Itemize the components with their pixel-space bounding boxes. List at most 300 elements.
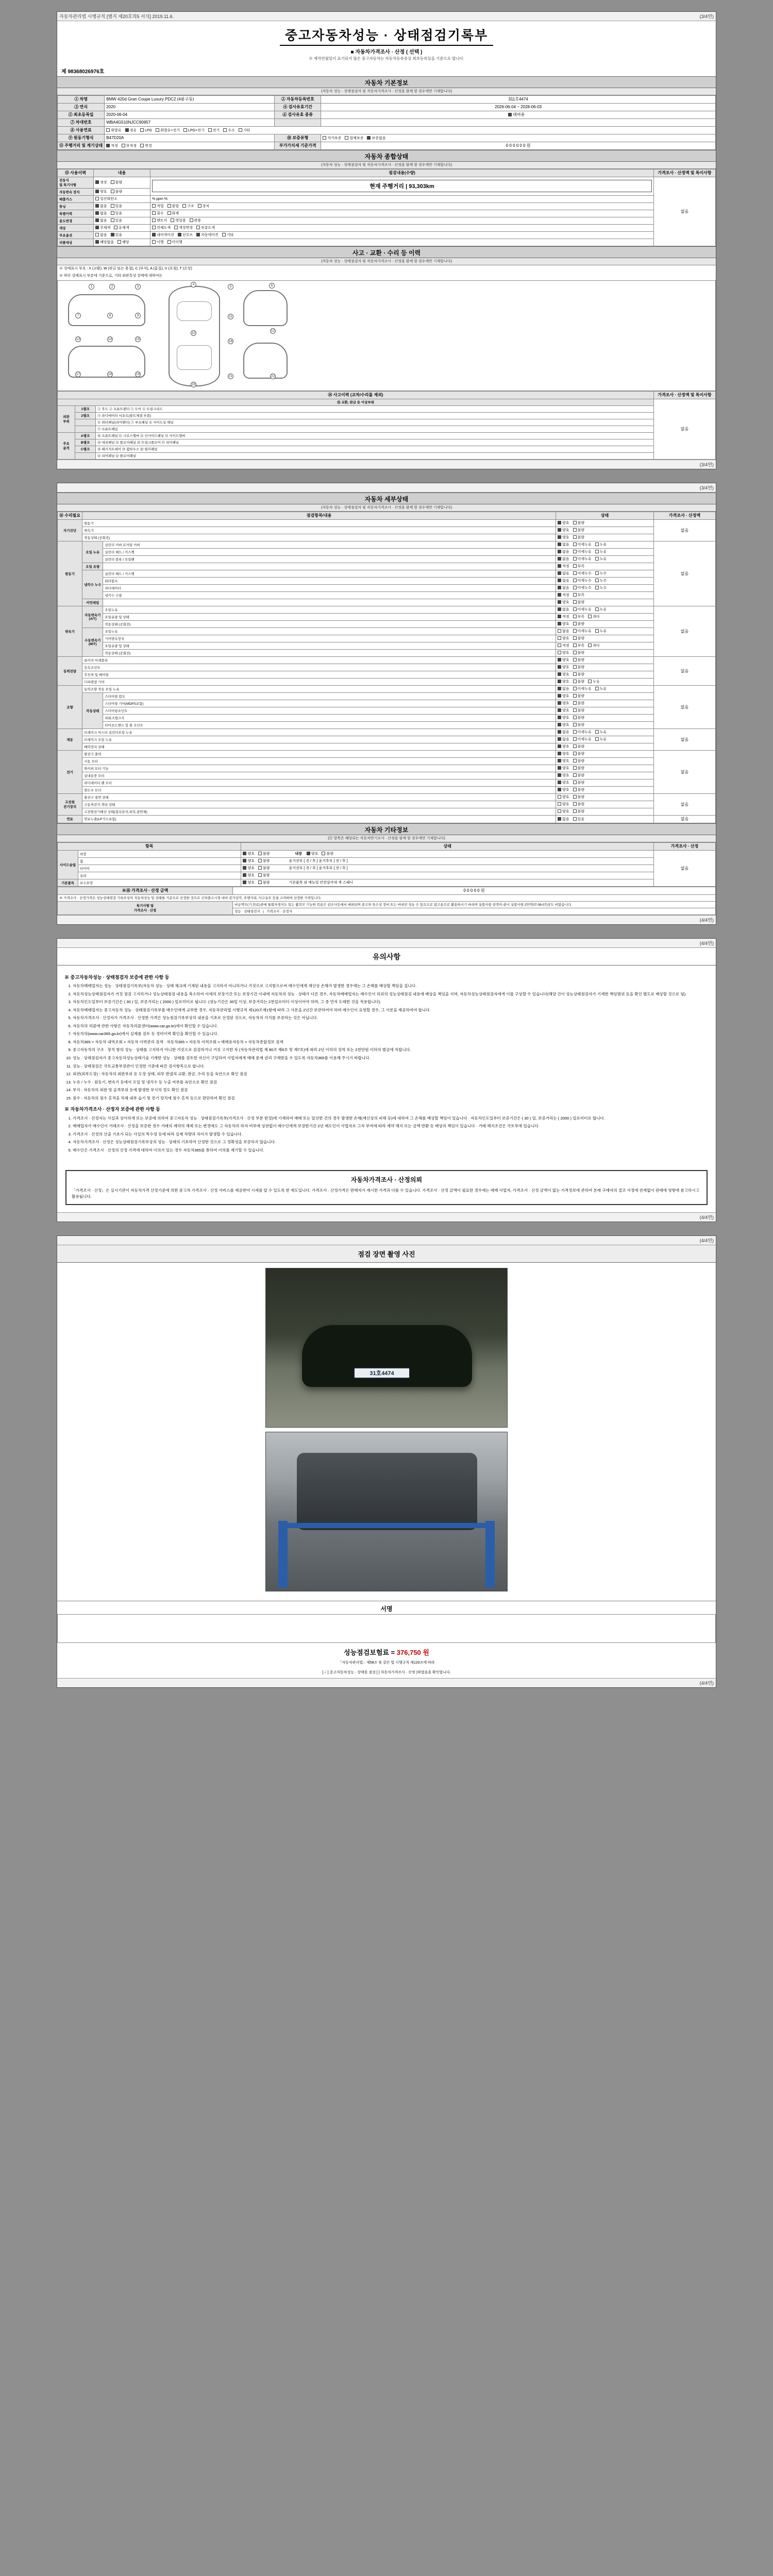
row-opts-4: 없음 있음: [94, 210, 150, 217]
diagram-num-22: 22: [271, 374, 275, 378]
section-accident: 사고 · 교환 · 수리 등 이력: [57, 246, 716, 258]
panel-label: ⑮ 교환, 판금 등 이상부위: [58, 399, 654, 405]
rank-text: ⑩ 프론트패널 ⑪ 크로스멤버 ⑫ 인사이드패널 ⑬ 사이드멤버: [96, 432, 654, 439]
row-label-8: 리콜대상: [58, 239, 94, 246]
subgroup-oil-qty: 오일 유량: [82, 563, 103, 570]
sheet-2: [57, 483, 716, 925]
item-state: 양호 불량 내장 양호 불량: [241, 850, 654, 857]
label-platenum: ② 자동차등록번호: [275, 95, 321, 103]
table-row: [58, 177, 716, 188]
item-label: 와이퍼 모터 기능: [82, 765, 556, 772]
label-vin: ⑦ 차대번호: [58, 118, 105, 126]
diagram-num-21: 21: [228, 374, 233, 378]
section-detail: 자동차 세부상태: [57, 493, 716, 504]
photo-section-title: 점검 장면 촬영 사진: [57, 1245, 716, 1263]
list-item: 5. 매수인은 가격조사 · 산정의 산정 가격에 대하여 이의가 있는 경우 자동차365를 통하여 이의를 제기할 수 있습니다.: [73, 1147, 709, 1154]
list-item: 5. 자동차가격조사 · 산정자가 가격조사 · 산정한 가격은 성능점검기록부상의 내용을 기초로 산정된 것으로, 자동차의 가치를 보증하는 것은 아닙니다.: [73, 1015, 709, 1022]
item-state: 양호 불량: [556, 692, 654, 700]
price-survey-request-box: [65, 1170, 708, 1205]
group-frame: 주요 골격: [58, 432, 75, 459]
diagram-num-3: 3: [135, 284, 141, 290]
caution-s1-title: ※ 중고자동차성능 · 상태점검자 보증에 관한 사항 등: [64, 974, 170, 980]
row-opts-0: 정상 불량: [94, 177, 150, 188]
row-label-3: 튜닝: [58, 202, 94, 210]
item-label: 타이로드엔드 및 볼 조인트: [103, 721, 556, 728]
row-opts-2: 일산화탄소: [94, 195, 150, 202]
rank-label: 2랭크: [75, 412, 96, 419]
table-row: [58, 527, 716, 534]
detail-table: [57, 512, 716, 823]
table-row: [58, 801, 716, 808]
label-inspection: ④ 검사유효기간: [275, 103, 321, 111]
group-outer-panel: 외판 부위: [58, 405, 75, 432]
table-row: [58, 765, 716, 772]
item-state: 적정 부족: [556, 591, 654, 599]
item-state: 양호 불량 기본품목 외 매뉴얼 안전삼각대 잭 스패너: [241, 879, 654, 886]
rank-text: ⑱ 패키지트레이 ⑲ 휠하우스 ⑳ 필러패널: [96, 446, 654, 452]
group-price: 없음: [654, 793, 716, 815]
subgroup-operation: 작동상태: [82, 692, 103, 728]
item-label: 고전원전기배선 상태(접속단자,피복,절연체): [82, 808, 556, 815]
car-top-view: [169, 286, 220, 386]
table-row: [58, 649, 716, 656]
table-row: [58, 671, 716, 678]
item-state: 양호 불량: [556, 793, 654, 801]
rank-label: A랭크: [75, 432, 96, 439]
title-note: ※ 제작연월일이 표기되지 않은 중고자동차는 자동차등록증상 최초등록일을 기준으로 합니다.: [309, 56, 464, 61]
group-steering: 조향: [58, 685, 82, 728]
row-detail-4: 침수 화재: [150, 210, 654, 217]
title-block: [57, 21, 716, 66]
diagram-num-1: 1: [89, 284, 94, 290]
table-row: [58, 591, 716, 599]
table-row: [58, 620, 716, 628]
table-header-row: [58, 842, 716, 850]
group-price: 없음: [654, 656, 716, 685]
group-electrical: 전기: [58, 750, 82, 793]
table-row: [58, 757, 716, 765]
overall-table: [57, 169, 716, 246]
table-row: [58, 210, 716, 217]
item-label: 스티어링 펌프: [103, 692, 556, 700]
section-other-note: (⑰ 항목은 해당되는 자동차만기조사 · 산정을 함께 할 경우에만 기재합니다): [57, 835, 716, 842]
item-state: 양호 불량: [556, 714, 654, 721]
item-label: 실린더 커버 로커암 커버: [103, 541, 556, 548]
list-item: 2. 매매업자가 매수인이 거래조사 · 산정을 보증한 경우 거래의 계약의 해제 또는 변경에도 그 자동차의 하자 여부에 상관없이 매수인에게 보장한기간 2년 매도인이 사업자로 그자 부여에 따라 계약 해지 또는 금액 반환 등 배상의 책임이 있습니다 · 거래 해지조건은 국토부에 있습니다.: [73, 1123, 709, 1130]
item-state: 적정 부족 과다: [556, 613, 654, 620]
item-label: 클러치 어셈블리: [82, 656, 556, 664]
table-row: [58, 555, 716, 563]
table-row: [58, 412, 716, 419]
label-firstreg: ⑤ 최초등록일: [58, 111, 105, 118]
item-label: 등속조인트: [82, 664, 556, 671]
item-state: 양호 불량: [556, 801, 654, 808]
list-item: 4. 자동차매매업자는 중고자동차 성능 · 상태점검기록부를 매수인에게 교부한 경우, 자동차관리법 시행규칙 제120조제1항에 따라 그 사본을 2년간 보관하여야 하며 매수인이 요청할 경우, 그 사본을 제공하여야 합니다.: [73, 1007, 709, 1014]
value-vat: 0 0 0 0 0 0 원: [321, 142, 716, 149]
sheet-4: [57, 1235, 716, 1688]
table-row: [58, 231, 716, 239]
subgroup-coolant: 냉각수 누수: [82, 570, 103, 599]
label-carname: ① 차명: [58, 95, 105, 103]
sheet-top-bar-4: [57, 1236, 716, 1245]
item-label: 원동기: [82, 519, 556, 527]
rank-text: ⑭ 대쉬패널 ⑮ 플로어패널 ⑯ 트렁크플로어 ⑰ 리어패널: [96, 439, 654, 446]
special-note-body: 비금액무(기,만료)중에 물회자생식도 있는 활복무 기능한 복용은 권조사등에서 에외되며 중고차 특수상 정비 또는 바내진 성능 수 있으므로 참고용으로 활용하시기 바라며 실품사항 권적이-관시 실품사항 2만억07-08-07)상도 비없습니다.: [233, 901, 716, 908]
item-label: 실내송풍 모터: [82, 772, 556, 779]
group-price: 없음: [654, 815, 716, 823]
table-row: [58, 736, 716, 743]
table-header-row: [58, 169, 716, 177]
table-row: [58, 599, 716, 606]
sheet-top-bar-3: [57, 939, 716, 948]
label-vat: 부가가치세 기준가격: [275, 142, 321, 149]
signature-area[interactable]: [57, 1614, 716, 1643]
item-label: 오일유량 및 상태: [103, 613, 556, 620]
col-repair: ⑯ 수리필요: [58, 512, 82, 519]
inspection-fee-value: 376,750 원: [396, 1648, 429, 1656]
mileage-box: 현재 주행거리 | 93,303km: [152, 180, 652, 192]
row-detail-3: 적법 불법 구조 장치: [150, 202, 654, 210]
photo-lift-bar: [278, 1523, 495, 1528]
label-mileage: ⑪ 주행거리 및 계기상태: [58, 142, 105, 149]
group-sideslip: 사이드슬립: [58, 850, 78, 879]
item-label: 타이어: [78, 865, 241, 872]
group-price: 없음: [654, 685, 716, 728]
item-label: 라디에이터 팬 모터: [82, 779, 556, 786]
page-indicator: (3/4면): [699, 14, 714, 19]
item-label: 발전기 출력: [82, 750, 556, 757]
label-warranty: ⑩ 보증유형: [275, 134, 321, 142]
item-label: 오일유량 및 상태: [103, 642, 556, 649]
table-row: [58, 126, 716, 134]
table-row: [58, 700, 716, 707]
table-row: [58, 224, 716, 231]
table-row: [58, 879, 716, 886]
value-carname: BMW 420d Gran Coupe Luxury PDC2 (4륜구동): [105, 95, 275, 103]
diagram-num-8: 8: [107, 313, 113, 318]
diagram-num-14: 14: [108, 337, 112, 341]
table-row: [58, 134, 716, 142]
rank-text: ⑤ 라디에이터 서포트(볼트체결 부품): [96, 412, 654, 419]
table-row: [58, 534, 716, 541]
item-state: 양호 불량: [556, 808, 654, 815]
list-item: 8. 자동차365 > 자동차 내역조회 > 자동차 이력관리 검색 · 자동차365 > 자동차 이력조회 > 매매용자동차 > 자동차종합정보 검색: [73, 1039, 709, 1046]
value-platenum: 311호4474: [321, 95, 716, 103]
row-detail-8: 이행 미이행: [150, 239, 654, 246]
rank-text: ㉑ 리어패널 ㉒ 플로어패널: [96, 452, 654, 459]
sheet-1: [57, 11, 716, 469]
item-label: 브레이크 오일 누유: [82, 736, 556, 743]
item-label: 작동상태 (공회전): [103, 620, 556, 628]
table-row: [58, 872, 716, 879]
table-row: [58, 446, 716, 452]
sheet-bottom-bar: (3/4면): [57, 460, 716, 469]
item-label: 윈도우 모터: [82, 786, 556, 793]
diagram-num-9: 9: [135, 313, 141, 318]
value-year: 2020: [105, 103, 275, 111]
row-detail-6: 전체도색 색상변경 부분도색: [150, 224, 654, 231]
table-row: [58, 519, 716, 527]
row-mileagebox: [150, 177, 654, 195]
group-highvoltage: 고전원 전기장치: [58, 793, 82, 815]
accident-parts-table: [57, 391, 716, 460]
table-row: [58, 772, 716, 779]
diagram-num-16: 16: [228, 339, 233, 343]
list-item: 11. 성능 · 상태점검은 국토교통부장관이 인정한 기준에 따른 검사항목으로 합니다.: [73, 1063, 709, 1070]
table-row: [58, 678, 716, 685]
table-row: [58, 707, 716, 714]
list-item: 14. 부식 : 자동차의 외판 및 골격부위 등에 발생한 부식의 정도 확인 점검: [73, 1087, 709, 1094]
photo-underbody-car: [297, 1453, 477, 1530]
subgroup-oil-leak: 오일 누유: [82, 541, 103, 563]
table-row: [58, 570, 716, 577]
item-state: 양호 불량: [556, 707, 654, 714]
sheet-bottom-bar-3: (4/4면): [57, 1212, 716, 1222]
item-label: 외장: [78, 850, 241, 857]
table-row: [58, 642, 716, 649]
table-row: [58, 103, 716, 111]
row-label-2: 배출가스: [58, 195, 94, 202]
caution-list-2: [73, 1071, 709, 1101]
caution-body: [57, 965, 716, 1163]
section-basic-info: 자동차 기본정보: [57, 76, 716, 88]
item-state: 양호 불량: [556, 786, 654, 793]
item-label: 추진축 및 베어링: [82, 671, 556, 678]
item-state: 양호 불량: [556, 765, 654, 772]
value-inspection: 2026-06-04 ~ 2028-06-03: [321, 103, 716, 111]
item-state: 없음 미세누유 누유: [556, 736, 654, 743]
table-header-row: [58, 512, 716, 519]
group-powertrain: 동력전달: [58, 656, 82, 685]
value-fuel: 휘발유 경유 LPG 휘발유+전기 LPG+전기 전기 수소 기타: [105, 126, 716, 134]
list-item: 2. 자동차성능상태점검자가 거짓 점검 고지하거나 성능상태점검 내용을 축소하여 이에의 보장기간 또는 보장기간 이내에 자동차의 성능 · 상태가 다른 경우, 자동차매매업자는 매수인이 허위의 성능상태점검 내용에 배상을 책임을 지며, 자동차성능상태점검자에게 이를 구상할 수 있습니다(해당 건이 성능상태점검자가 기재한 책임범위 등을 확인 별도로 배상할 것으로 됨).: [73, 991, 709, 998]
item-label: 실린더 블록 / 오일팬: [103, 555, 556, 563]
value-blank1: [321, 118, 716, 126]
row-label-1: 자동변속 장치: [58, 188, 94, 195]
table-row: [58, 793, 716, 801]
value-engine: B47D20A: [105, 134, 275, 142]
group-price: 없음: [654, 750, 716, 793]
rank-text: ⑨ 프론트패널: [96, 426, 654, 432]
diagram-num-2: 2: [109, 284, 115, 290]
box-title: 자동차가격조사 · 산정의뢰: [350, 1176, 423, 1183]
item-state: 없음 미세누유 누유: [556, 628, 654, 635]
document-number: [57, 66, 716, 76]
diagram-num-6: 6: [269, 283, 275, 289]
item-label: 동력조향 작동 오일 누유: [82, 685, 556, 692]
col-other-price: 가격조사 · 산정: [654, 842, 716, 850]
diagram-num-10: 10: [191, 331, 196, 335]
value-mileage-opts: 적정 부적정 변경: [105, 142, 275, 149]
row-label-5: 용도변경: [58, 217, 94, 224]
group-price: 없음: [654, 541, 716, 606]
item-state: 양호 불량: [556, 620, 654, 628]
col-detail: 점검내용(수량): [150, 169, 654, 177]
photo-lift-right: [485, 1521, 495, 1588]
item-state: 양호 불량: [556, 750, 654, 757]
rank-text: ⑥ 쿼터패널(리어펜더) ⑦ 루프패널 ⑧ 사이드실 패널: [96, 419, 654, 426]
list-item: 9. 중고자동차의 구조 · 장치 함의 성능 · 상태를 고지하지 아니한 거짓으로 검검하거나 거짓 고지한 자 (자동차관리법 제 80조 제6호 및 제7호)에 따라 2년 이하의 징역 또는 2천만원 이하의 벌금에 처합니다.: [73, 1047, 709, 1054]
value-warranty: 자가보증 업체보증 보증없음: [321, 134, 716, 142]
car-left-side-view: [68, 294, 145, 326]
price-survey-note: ※ 가격조사 · 산정가격은 성능상태점검 기록부상의 자동차성능 및 상태를 기준으로 산정한 것으로 신차출고시점 대비 감가상각, 주행거리, 사고유무 등을 고려하여 산정한 가격입니다.: [58, 894, 716, 901]
item-label: 브레이크 마스터 실린더오일 누유: [82, 728, 556, 736]
label-blank1: [275, 118, 321, 126]
list-item: 1. 자동차매매업자는 성능 · 상태점검기록부(자동차 성능 · 상태 체크에 기재된 내용을 고지하지 아니하거나 거짓으로 고지함으로써 매수인에게 재산상 손해가 발생한 경우에는 그 손해를 배상할 책임을 집니다.: [73, 983, 709, 990]
doc-number-value: 98368026976호: [68, 69, 105, 75]
item-label: 냉각수 수량: [103, 591, 556, 599]
table-row: [58, 901, 716, 908]
accident-price-value: 없음: [654, 399, 716, 459]
table-row: [58, 584, 716, 591]
list-item: 6. 자동차의 리콜에 관한 사항은 자동차리콜센터(www.car.go.kr)에서 확인할 수 있습니다.: [73, 1023, 709, 1030]
row-label-4: 특별이력: [58, 210, 94, 217]
signature-title: 서명: [57, 1601, 716, 1614]
item-label: 워터펌프: [103, 577, 556, 584]
table-row: [58, 635, 716, 642]
table-row: [58, 541, 716, 548]
table-header-row: [58, 391, 716, 399]
price-survey-amount: 0 0 0 0 0 원: [233, 887, 716, 894]
table-row: [58, 857, 716, 865]
item-state: 양호 불량: [556, 519, 654, 527]
rank-text: ① 후드 ② 프론트펜더 ③ 도어 ④ 트렁크리드: [96, 405, 654, 412]
item-state: 없음 미세누유 누유: [556, 728, 654, 736]
section-detail-note: (자동차 성능 · 상태점검자 및 자동차가격조사 · 산정을 함께 할 경우에만 기재합니다): [57, 504, 716, 512]
item-state: 양호 불량: [556, 700, 654, 707]
diagram-num-11: 11: [228, 314, 233, 319]
special-note-label: 특기사항 및 가격조사 · 산정: [58, 901, 233, 914]
item-label: 오일누유: [103, 628, 556, 635]
page-title: 중고자동차성능 · 상태점검기록부: [280, 25, 493, 46]
item-state: 없음 미세누수 누수: [556, 584, 654, 591]
item-label: 충전구 절연 상태: [82, 793, 556, 801]
col-other-item: 항목: [58, 842, 241, 850]
item-state: 양호 불량: [556, 649, 654, 656]
item-label: 작동상태 (공회전): [103, 649, 556, 656]
rank-label: [75, 452, 96, 459]
photo-underbody: [265, 1432, 508, 1591]
item-state: 없음 미세누유 누유: [556, 541, 654, 548]
car-damage-diagram: [57, 280, 716, 391]
item-state: 없음 미세누유 누유: [556, 555, 654, 563]
section-accident-note: (자동차 성능 · 상태점검자 및 자동차가격조사 · 산정을 함께 할 경우에만 기재합니다): [57, 258, 716, 265]
group-price: 없음: [654, 519, 716, 541]
overall-price: 없음: [654, 177, 716, 246]
table-row: [58, 894, 716, 901]
item-label: 오일누유: [103, 606, 556, 613]
value-firstreg: 2020-06-04: [105, 111, 275, 118]
footer-note-1: 「자동차관리법」제58조 및 같은 법 시행규칙 제120조에 따라: [338, 1660, 435, 1665]
item-state: 양호 불량: [556, 527, 654, 534]
table-row: [58, 815, 716, 823]
item-state: 양호 불량: [241, 872, 654, 879]
item-state: 없음 미세누수 누수: [556, 577, 654, 584]
item-state: 양호 불량: [556, 779, 654, 786]
price-survey-table: [57, 887, 716, 915]
item-state: 양호 불량 누유: [556, 678, 654, 685]
caution-list-3: [73, 1115, 709, 1154]
table-row: [58, 786, 716, 793]
diagram-num-19: 19: [136, 372, 140, 376]
item-label: 휠: [78, 857, 241, 865]
label-insptype: ⑥ 검사유효 종류: [275, 111, 321, 118]
table-row: [58, 432, 716, 439]
page-indicator-3: (4/4면): [699, 940, 714, 946]
table-row: [58, 239, 716, 246]
group-transmission: 변속기: [58, 606, 82, 656]
group-basic-items: 기본품목: [58, 879, 78, 886]
photo-exterior: [265, 1268, 508, 1428]
caution-list-1: [73, 983, 709, 1070]
section-basic-note: (자동차 성능 · 상태점검자 및 자동차가격조사 · 산정을 함께 할 경우에만 기재합니다): [57, 88, 716, 95]
item-label: 연료누출(LP가스포함): [82, 815, 556, 823]
item-state: 양호 불량: [556, 534, 654, 541]
table-row: [58, 95, 716, 103]
group-price: 없음: [654, 606, 716, 656]
table-row: [58, 202, 716, 210]
rank-label: [75, 426, 96, 432]
group-self-diagnosis: 자기진단: [58, 519, 82, 541]
item-state: 양호 불량: [556, 721, 654, 728]
list-item: 7. 자동차의(www.car365.go.kr)에서 실제를 검토 등 정비이력 확인을 확인할 수 있습니다.: [73, 1031, 709, 1038]
subgroup-commonrail: 커먼레일: [82, 599, 103, 606]
table-row: [58, 865, 716, 872]
table-row: [58, 850, 716, 857]
table-row: [58, 217, 716, 224]
row-label-0: 전동식 및 특기사항: [58, 177, 94, 188]
section-overall: 자동차 종합상태: [57, 150, 716, 162]
item-label: 보수요망: [78, 879, 241, 886]
table-row: [58, 714, 716, 721]
diagram-num-7: 7: [75, 313, 81, 318]
item-label: 시동 모터: [82, 757, 556, 765]
item-label: 디퍼렌셜 기어: [82, 678, 556, 685]
section-other: 자동차 기타정보: [57, 823, 716, 835]
row-opts-3: 없음 있음: [94, 202, 150, 210]
item-state: 양호 불량: [556, 656, 654, 664]
car-rear-view: [243, 343, 288, 379]
table-row: [58, 606, 716, 613]
table-row: [58, 613, 716, 620]
caution-title: 유의사항: [57, 948, 716, 965]
group-fuel: 연료: [58, 815, 82, 823]
list-item: 15. 침수 : 자동차의 침수 흔적을 차체 내부 습기 및 전기 장치에 침수 흔적 등으로 판단하여 확인 점검: [73, 1095, 709, 1102]
subgroup-at: 자동변속기 (A/T): [82, 606, 103, 628]
table-row: [58, 808, 716, 815]
diagram-num-15: 15: [136, 337, 140, 341]
diagram-num-17: 17: [76, 372, 80, 376]
table-row: [58, 142, 716, 149]
rank-label: C랭크: [75, 446, 96, 452]
item-state: 양호 불량: [556, 599, 654, 606]
accident-legend: ※ 상태표시 부호 : X (교환), W (판금 또는 용접), C (부식), A (흠집), U (요철), T (손상): [59, 266, 192, 270]
page-subtitle: ■ 자동차가격조사 · 산정 ( 선택 ): [350, 49, 423, 55]
photo-area: [57, 1263, 716, 1601]
item-state: 없음 있음: [556, 815, 654, 823]
list-item: 10. 성능 · 상태점검자가 중고자동차성능상태기술 기재한 성능 · 상태를 검토한 자신이 구입하여 사업자에게 매매 문제 권리 구제받을 수 있도록 자동차365를 이용해 주시기 바랍니다.: [73, 1055, 709, 1062]
item-state: 양호 불량: [556, 671, 654, 678]
value-vin: WBA4G510NJCC90957: [105, 118, 275, 126]
accident-legend2: ※ 하단 상태표시 부분에 기준으로, 기타 외관특성 상태에 대하여는: [59, 274, 163, 278]
rank-label: [75, 419, 96, 426]
item-label: 기어변속장치: [103, 635, 556, 642]
item-state: 없음 미세누수 누수: [556, 570, 654, 577]
page-indicator-2: (3/4면): [699, 485, 714, 490]
row-label-6: 색상: [58, 224, 94, 231]
item-label: 변속기: [82, 527, 556, 534]
col-content: 내용: [94, 169, 150, 177]
